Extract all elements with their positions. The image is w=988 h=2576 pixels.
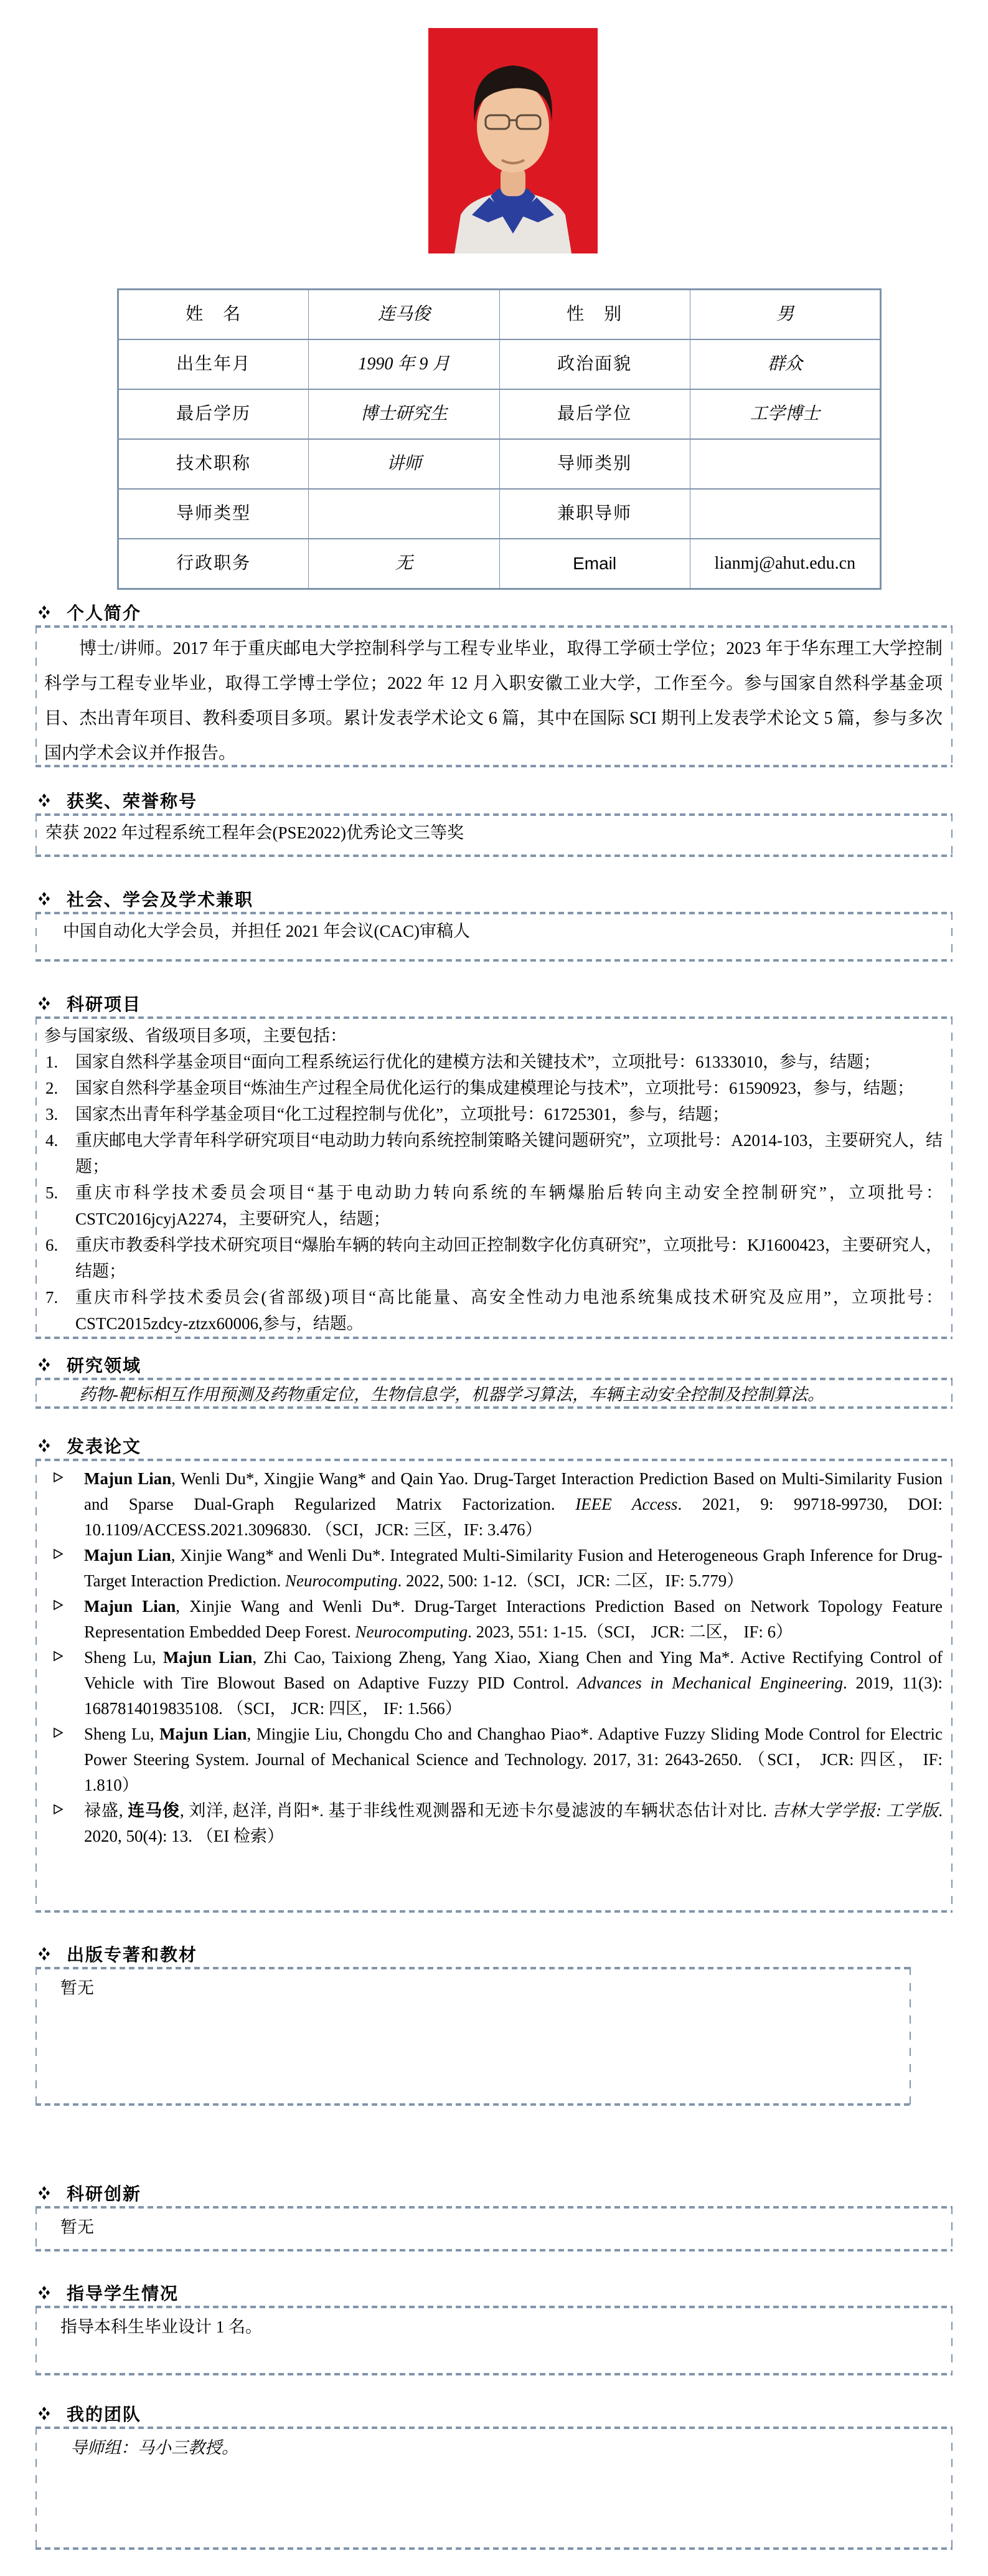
students-box bbox=[35, 2306, 953, 2375]
field-value bbox=[309, 489, 499, 539]
field-value: 博士研究生 bbox=[309, 389, 499, 439]
table-row bbox=[118, 339, 881, 389]
publication-text: Majun Lian, Xinjie Wang* and Wenli Du*. Integrated Multi-Similarity Fusion and Heterogeneous Graph Inference for Drug-Target Interaction Prediction. Neurocomputing. 2022, 500: 1-12.（SCI，JCR: 二区，IF: 5.779） bbox=[84, 1546, 943, 1590]
publication-item bbox=[44, 1594, 943, 1645]
field-label: 最后学历 bbox=[118, 389, 309, 439]
awards-box bbox=[35, 813, 953, 857]
field-label: 导师类型 bbox=[118, 489, 309, 539]
publications-box bbox=[35, 1459, 953, 1913]
publication-item bbox=[44, 1721, 943, 1798]
diamond-icon bbox=[38, 2407, 50, 2420]
field-label: 姓 名 bbox=[118, 290, 309, 340]
section-title-projects bbox=[38, 994, 953, 1013]
project-item: 重庆邮电大学青年科学研究项目“电动助力转向系统控制策略关键问题研究”，立项批号：A2014-103，主要研究人，结题； bbox=[75, 1131, 943, 1176]
section-title-text: 发表论文 bbox=[67, 1437, 142, 1456]
section-team bbox=[35, 2404, 953, 2550]
students-text: 指导本科生毕业设计 1 名。 bbox=[60, 2318, 262, 2336]
field-label: 性 别 bbox=[499, 290, 690, 340]
project-item: 国家自然科学基金项目“炼油生产过程全局优化运行的集成建模理论与技术”，立项批号：61590923，参与，结题； bbox=[75, 1079, 914, 1097]
research-areas-box bbox=[35, 1378, 953, 1409]
section-title-text: 指导学生情况 bbox=[67, 2284, 179, 2303]
projects-intro: 参与国家级、省级项目多项，主要包括： bbox=[44, 1026, 347, 1045]
diamond-icon bbox=[38, 1439, 50, 1452]
diamond-icon bbox=[38, 793, 50, 807]
arrow-bullet-icon bbox=[53, 1472, 64, 1483]
section-title-research-areas bbox=[38, 1355, 953, 1374]
intro-text: 博士/讲师。2017 年于重庆邮电大学控制科学与工程专业毕业，取得工学硕士学位；2023 年于华东理工大学控制科学与工程专业毕业，取得工学博士学位；2022 年 12 月入职安徽工业大学，工作至今。参与国家自然科学基金项目、杰出青年项目、教科委项目多项。累计发表学术论文 6 篇，其中在国际 SCI 期刊上发表学术论文 5 篇，参与多次国内学术会议并作报告。 bbox=[44, 639, 943, 763]
diamond-icon bbox=[38, 2186, 50, 2200]
table-row bbox=[118, 489, 881, 539]
diamond-icon bbox=[38, 892, 50, 906]
section-publications bbox=[35, 1436, 953, 1913]
email-value: lianmj@ahut.edu.cn bbox=[690, 539, 880, 589]
section-title-students bbox=[38, 2283, 953, 2302]
research-areas-text: 药物-靶标相互作用预测及药物重定位，生物信息学，机器学习算法，车辆主动安全控制及控制算法。 bbox=[79, 1385, 824, 1404]
field-label: 兼职导师 bbox=[499, 489, 690, 539]
section-projects bbox=[35, 994, 953, 1339]
section-title-text: 我的团队 bbox=[67, 2405, 142, 2424]
field-value: 1990 年 9 月 bbox=[309, 339, 499, 389]
publication-item bbox=[44, 1798, 943, 1849]
field-label: 技术职称 bbox=[118, 439, 309, 489]
arrow-bullet-icon bbox=[53, 1804, 64, 1815]
project-item: 重庆市科学技术委员会项目“基于电动助力转向系统的车辆爆胎后转向主动安全控制研究”，立项批号：CSTC2016jcyjA2274，主要研究人，结题； bbox=[75, 1183, 943, 1228]
field-label: 政治面貌 bbox=[499, 339, 690, 389]
section-title-books bbox=[38, 1944, 953, 1963]
diamond-icon bbox=[38, 997, 50, 1010]
field-label: 出生年月 bbox=[118, 339, 309, 389]
project-item: 国家自然科学基金项目“面向工程系统运行优化的建模方法和关键技术”，立项批号：61333010，参与，结题； bbox=[75, 1053, 880, 1071]
publication-text: Sheng Lu, Majun Lian, Mingjie Liu, Chongdu Cho and Changhao Piao*. Adaptive Fuzzy Sliding Mode Control for Electric Power Steering System. Journal of Mechanical Science and Technology. 2017, 31: 2643-2650. （SCI， JCR: 四区， IF: 1.810） bbox=[84, 1725, 943, 1794]
field-value: 无 bbox=[309, 539, 499, 589]
arrow-bullet-icon bbox=[53, 1599, 64, 1611]
publications-list bbox=[44, 1466, 943, 1849]
field-value: 连马俊 bbox=[309, 290, 499, 340]
section-awards bbox=[35, 791, 953, 857]
arrow-bullet-icon bbox=[53, 1727, 64, 1738]
publication-item bbox=[44, 1466, 943, 1543]
field-value bbox=[690, 439, 880, 489]
field-label: 行政职务 bbox=[118, 539, 309, 589]
diamond-icon bbox=[38, 605, 50, 619]
project-item: 重庆市科学技术委员会(省部级)项目“高比能量、高安全性动力电池系统集成技术研究及应用”，立项批号：CSTC2015zdcy-ztzx60006,参与，结题。 bbox=[75, 1288, 943, 1333]
books-box bbox=[35, 1967, 911, 2106]
table-row bbox=[118, 539, 881, 589]
innovation-text: 暂无 bbox=[60, 2218, 94, 2237]
section-memberships bbox=[35, 889, 953, 962]
section-title-text: 研究领域 bbox=[67, 1356, 142, 1375]
publication-text: Majun Lian, Xinjie Wang and Wenli Du*. Drug-Target Interactions Prediction Based on Network Topology Feature Representation Embedded Deep Forest. Neurocomputing. 2023, 551: 1-15.（SCI， JCR: 二区， IF: 6） bbox=[84, 1597, 943, 1641]
section-research-areas bbox=[35, 1355, 953, 1409]
field-label: 最后学位 bbox=[499, 389, 690, 439]
section-title-text: 社会、学会及学术兼职 bbox=[67, 890, 254, 909]
field-value: 讲师 bbox=[309, 439, 499, 489]
section-title-memberships bbox=[38, 889, 953, 908]
section-title-text: 科研创新 bbox=[67, 2184, 142, 2204]
id-photo bbox=[428, 28, 598, 253]
diamond-icon bbox=[38, 1947, 50, 1961]
section-title-awards bbox=[38, 791, 953, 810]
arrow-bullet-icon bbox=[53, 1650, 64, 1662]
email-label: Email bbox=[499, 539, 690, 589]
team-text: 导师组：马小三教授。 bbox=[70, 2438, 238, 2457]
project-item: 国家杰出青年科学基金项目“化工过程控制与优化”，立项批号：61725301，参与，结题； bbox=[75, 1105, 729, 1124]
section-title-publications bbox=[38, 1436, 953, 1455]
awards-text: 荣获 2022 年过程系统工程年会(PSE2022)优秀论文三等奖 bbox=[45, 823, 464, 842]
section-title-text: 个人简介 bbox=[67, 604, 142, 623]
team-box bbox=[35, 2427, 953, 2550]
memberships-box bbox=[35, 912, 953, 962]
projects-list bbox=[44, 1049, 943, 1337]
field-value: 群众 bbox=[690, 339, 880, 389]
diamond-icon bbox=[38, 2286, 50, 2299]
innovation-box bbox=[35, 2206, 953, 2252]
publication-text: 禄盛, 连马俊, 刘洋, 赵洋, 肖阳*. 基于非线性观测器和无迹卡尔曼滤波的车辆状态估计对比. 吉林大学学报: 工学版. 2020, 50(4): 13. （EI 检索） bbox=[84, 1801, 943, 1845]
section-title-text: 科研项目 bbox=[67, 995, 142, 1014]
id-photo-graphic bbox=[428, 28, 598, 253]
diamond-icon bbox=[38, 1358, 50, 1371]
project-item: 重庆市教委科学技术研究项目“爆胎车辆的转向主动回正控制数字化仿真研究”，立项批号：KJ1600423，主要研究人，结题； bbox=[75, 1236, 943, 1281]
section-books bbox=[35, 1944, 953, 2106]
field-value: 男 bbox=[690, 290, 880, 340]
section-title-text: 获奖、荣誉称号 bbox=[67, 792, 198, 811]
publication-item bbox=[44, 1645, 943, 1721]
field-value: 工学博士 bbox=[690, 389, 880, 439]
table-row bbox=[118, 389, 881, 439]
table-row bbox=[118, 290, 881, 340]
intro-box bbox=[35, 625, 953, 767]
publication-text: Sheng Lu, Majun Lian, Zhi Cao, Taixiong Zheng, Yang Xiao, Xiang Chen and Ying Ma*. Active Rectifying Control of Vehicle with Tire Blowout Based on Adaptive Fuzzy PID Control. Advances in Mechanical Engineering. 2019, 11(3): 1687814019835108. （SCI， JCR: 四区， IF: 1.566） bbox=[84, 1648, 943, 1718]
publication-text: Majun Lian, Wenli Du*, Xingjie Wang* and Qain Yao. Drug-Target Interaction Prediction Based on Multi-Similarity Fusion and Sparse Dual-Graph Regularized Matrix Factorization. IEEE Access. 2021, 9: 99718-99730, DOI: 10.1109/ACCESS.2021.3096830. （SCI，JCR: 三区，IF: 3.476） bbox=[84, 1469, 943, 1539]
section-innovation bbox=[35, 2184, 953, 2252]
field-label: 导师类别 bbox=[499, 439, 690, 489]
section-title-intro bbox=[38, 603, 953, 622]
section-title-team bbox=[38, 2404, 953, 2423]
publication-item bbox=[44, 1543, 943, 1594]
books-text: 暂无 bbox=[60, 1979, 94, 1997]
section-students bbox=[35, 2283, 953, 2375]
section-title-innovation bbox=[38, 2184, 953, 2202]
section-intro bbox=[35, 603, 953, 767]
arrow-bullet-icon bbox=[53, 1548, 64, 1560]
memberships-text: 中国自动化大学会员，并担任 2021 年会议(CAC)审稿人 bbox=[63, 922, 470, 940]
field-value bbox=[690, 489, 880, 539]
section-title-text: 出版专著和教材 bbox=[67, 1945, 198, 1964]
projects-box bbox=[35, 1016, 953, 1339]
table-row bbox=[118, 439, 881, 489]
profile-table bbox=[117, 288, 882, 590]
